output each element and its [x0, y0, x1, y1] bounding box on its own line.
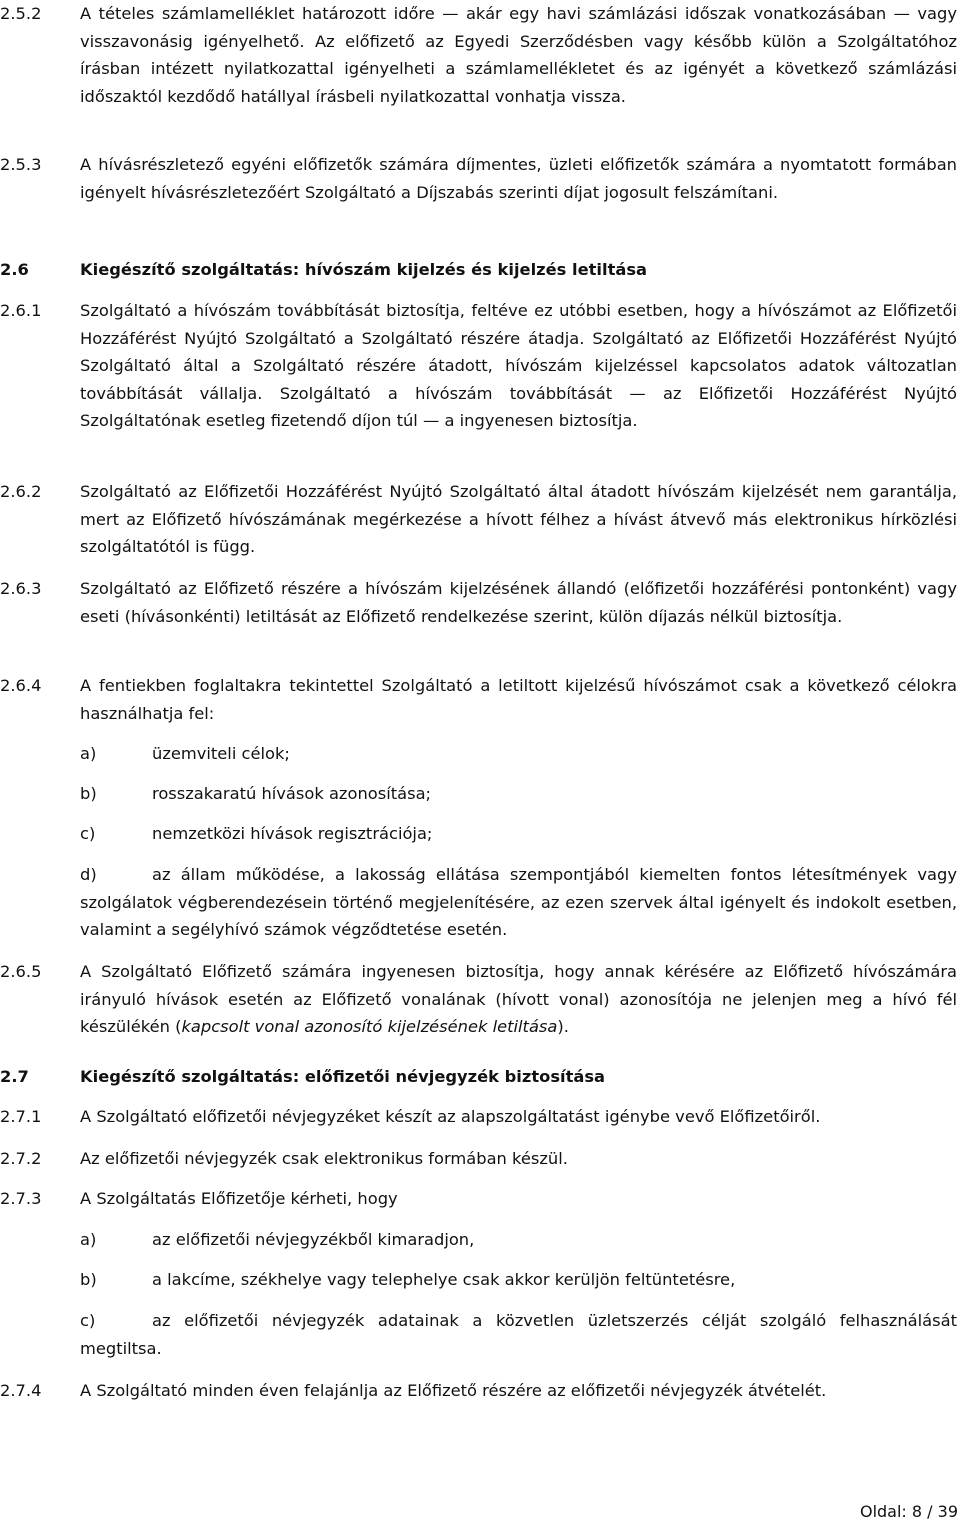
list-letter: b) [80, 784, 97, 803]
section-number: 2.6.2 [0, 482, 42, 501]
heading-title: Kiegészítő szolgáltatás: hívószám kijelzés és kijelzés letiltása [80, 260, 648, 279]
section-number: 2.6.5 [0, 962, 42, 981]
list-letter: d) [80, 865, 97, 884]
section-text: A hívásrészletező egyéni előfizetők számára díjmentes, üzleti előfizetők számára a nyomtatott formában igényelt hívásrészletezőért Szolgáltató a Díjszabás szerinti díjat jogosult felszámítani. [80, 155, 957, 202]
list-letter: b) [80, 1270, 97, 1289]
section-text: A tételes számlamelléklet határozott időre — akár egy havi számlázási időszak vonatkozásában — vagy visszavonásig igényelhető. Az előfizető az Egyedi Szerződésben vagy később külön a Szolgáltatóhoz írásban intézett nyilatkozattal igényelheti a számlamellékletet és az igényét a következő számlázási időszaktól kezdődő hatállyal írásbeli nyilatkozattal vonhatja vissza. [80, 4, 957, 106]
list-text: a lakcíme, székhelye vagy telephelye csak akkor kerüljön feltüntetésre, [152, 1270, 736, 1289]
list-text: az előfizetői névjegyzékből kimaradjon, [152, 1230, 475, 1249]
heading-number: 2.6 [0, 260, 29, 279]
section-number: 2.7.2 [0, 1149, 42, 1168]
section-text: A Szolgáltatás Előfizetője kérheti, hogy [80, 1189, 398, 1208]
list-text: rosszakaratú hívások azonosítása; [152, 784, 432, 803]
list-letter: c) [80, 824, 96, 843]
heading-title: Kiegészítő szolgáltatás: előfizetői névjegyzék biztosítása [80, 1067, 606, 1086]
section-text: A Szolgáltató előfizetői névjegyzéket készít az alapszolgáltatást igénybe vevő Előfizetőiről. [80, 1107, 821, 1126]
section-number: 2.7.4 [0, 1381, 42, 1400]
section-text: A fentiekben foglaltakra tekintettel Szolgáltató a letiltott kijelzésű hívószámot csak a következő célokra használhatja fel: [80, 676, 957, 723]
section-number: 2.7.1 [0, 1107, 42, 1126]
list-letter: a) [80, 1230, 97, 1249]
list-letter: c) [80, 1311, 96, 1330]
section-number: 2.6.3 [0, 579, 42, 598]
section-number: 2.6.4 [0, 676, 42, 695]
section-number: 2.6.1 [0, 301, 42, 320]
list-text: az állam működése, a lakosság ellátása szempontjából kiemelten fontos létesítmények vagy szolgálatok végberendezésein történő megjelenítésére, az ezen szervek által igényelt és indokolt esetben, valamint a segélyhívó számok végződtetése esetén. [80, 865, 957, 939]
section-number: 2.7.3 [0, 1189, 42, 1208]
section-text: Szolgáltató az Előfizetői Hozzáférést Nyújtó Szolgáltató által átadott hívószám kijelzését nem garantálja, mert az Előfizető hívószámának megérkezése a hívott félhez a hívást átvevő más elektronikus hírközlési szolgáltatótól is függ. [80, 482, 957, 556]
section-text: Szolgáltató a hívószám továbbítását biztosítja, feltéve ez utóbbi esetben, hogy a hívószámot az Előfizetői Hozzáférést Nyújtó Szolgáltató a Szolgáltató részére átadja. Szolgáltató az Előfizetői Hozzáférést Nyújtó Szolgáltató által a Szolgáltató részére átadott, hívószám kijelzéssel kapcsolatos adatok változatlan továbbítását vállalja. Szolgáltató a hívószám továbbítását — az Előfizetői Hozzáférést Nyújtó Szolgáltatónak esetleg fizetendő díjon túl — a ingyenesen biztosítja. [80, 301, 957, 430]
list-text: nemzetközi hívások regisztrációja; [152, 824, 433, 843]
page-number: Oldal: 8 / 39 [859, 1502, 958, 1521]
section-number: 2.5.2 [0, 4, 42, 23]
list-letter: a) [80, 744, 97, 763]
list-item-c [80, 1307, 957, 1362]
heading-number: 2.7 [0, 1067, 29, 1086]
list-item-d [80, 861, 957, 944]
list-text: az előfizetői névjegyzék adatainak a közvetlen üzletszerzés célját szolgáló felhasználását megtiltsa. [80, 1311, 957, 1358]
section-text: A Szolgáltató Előfizető számára ingyenesen biztosítja, hogy annak kérésére az Előfizető hívószámára irányuló hívások esetén az Előfizető vonalának (hívott vonal) azonosítója ne jelenjen meg a hívó fél készülékén (kapcsolt vonal azonosító kijelzésének letiltása). [80, 962, 957, 1036]
italic-phrase: kapcsolt vonal azonosító kijelzésének letiltása [181, 1017, 558, 1036]
section-text: Szolgáltató az Előfizető részére a hívószám kijelzésének állandó (előfizetői hozzáférési pontonként) vagy eseti (hívásonkénti) letiltását az Előfizető rendelkezése szerint, külön díjazás nélkül biztosítja. [80, 579, 957, 626]
list-text: üzemviteli célok; [152, 744, 290, 763]
section-text: A Szolgáltató minden éven felajánlja az Előfizető részére az előfizetői névjegyzék átvételét. [80, 1381, 827, 1400]
section-text: Az előfizetői névjegyzék csak elektronikus formában készül. [80, 1149, 568, 1168]
section-number: 2.5.3 [0, 155, 42, 174]
